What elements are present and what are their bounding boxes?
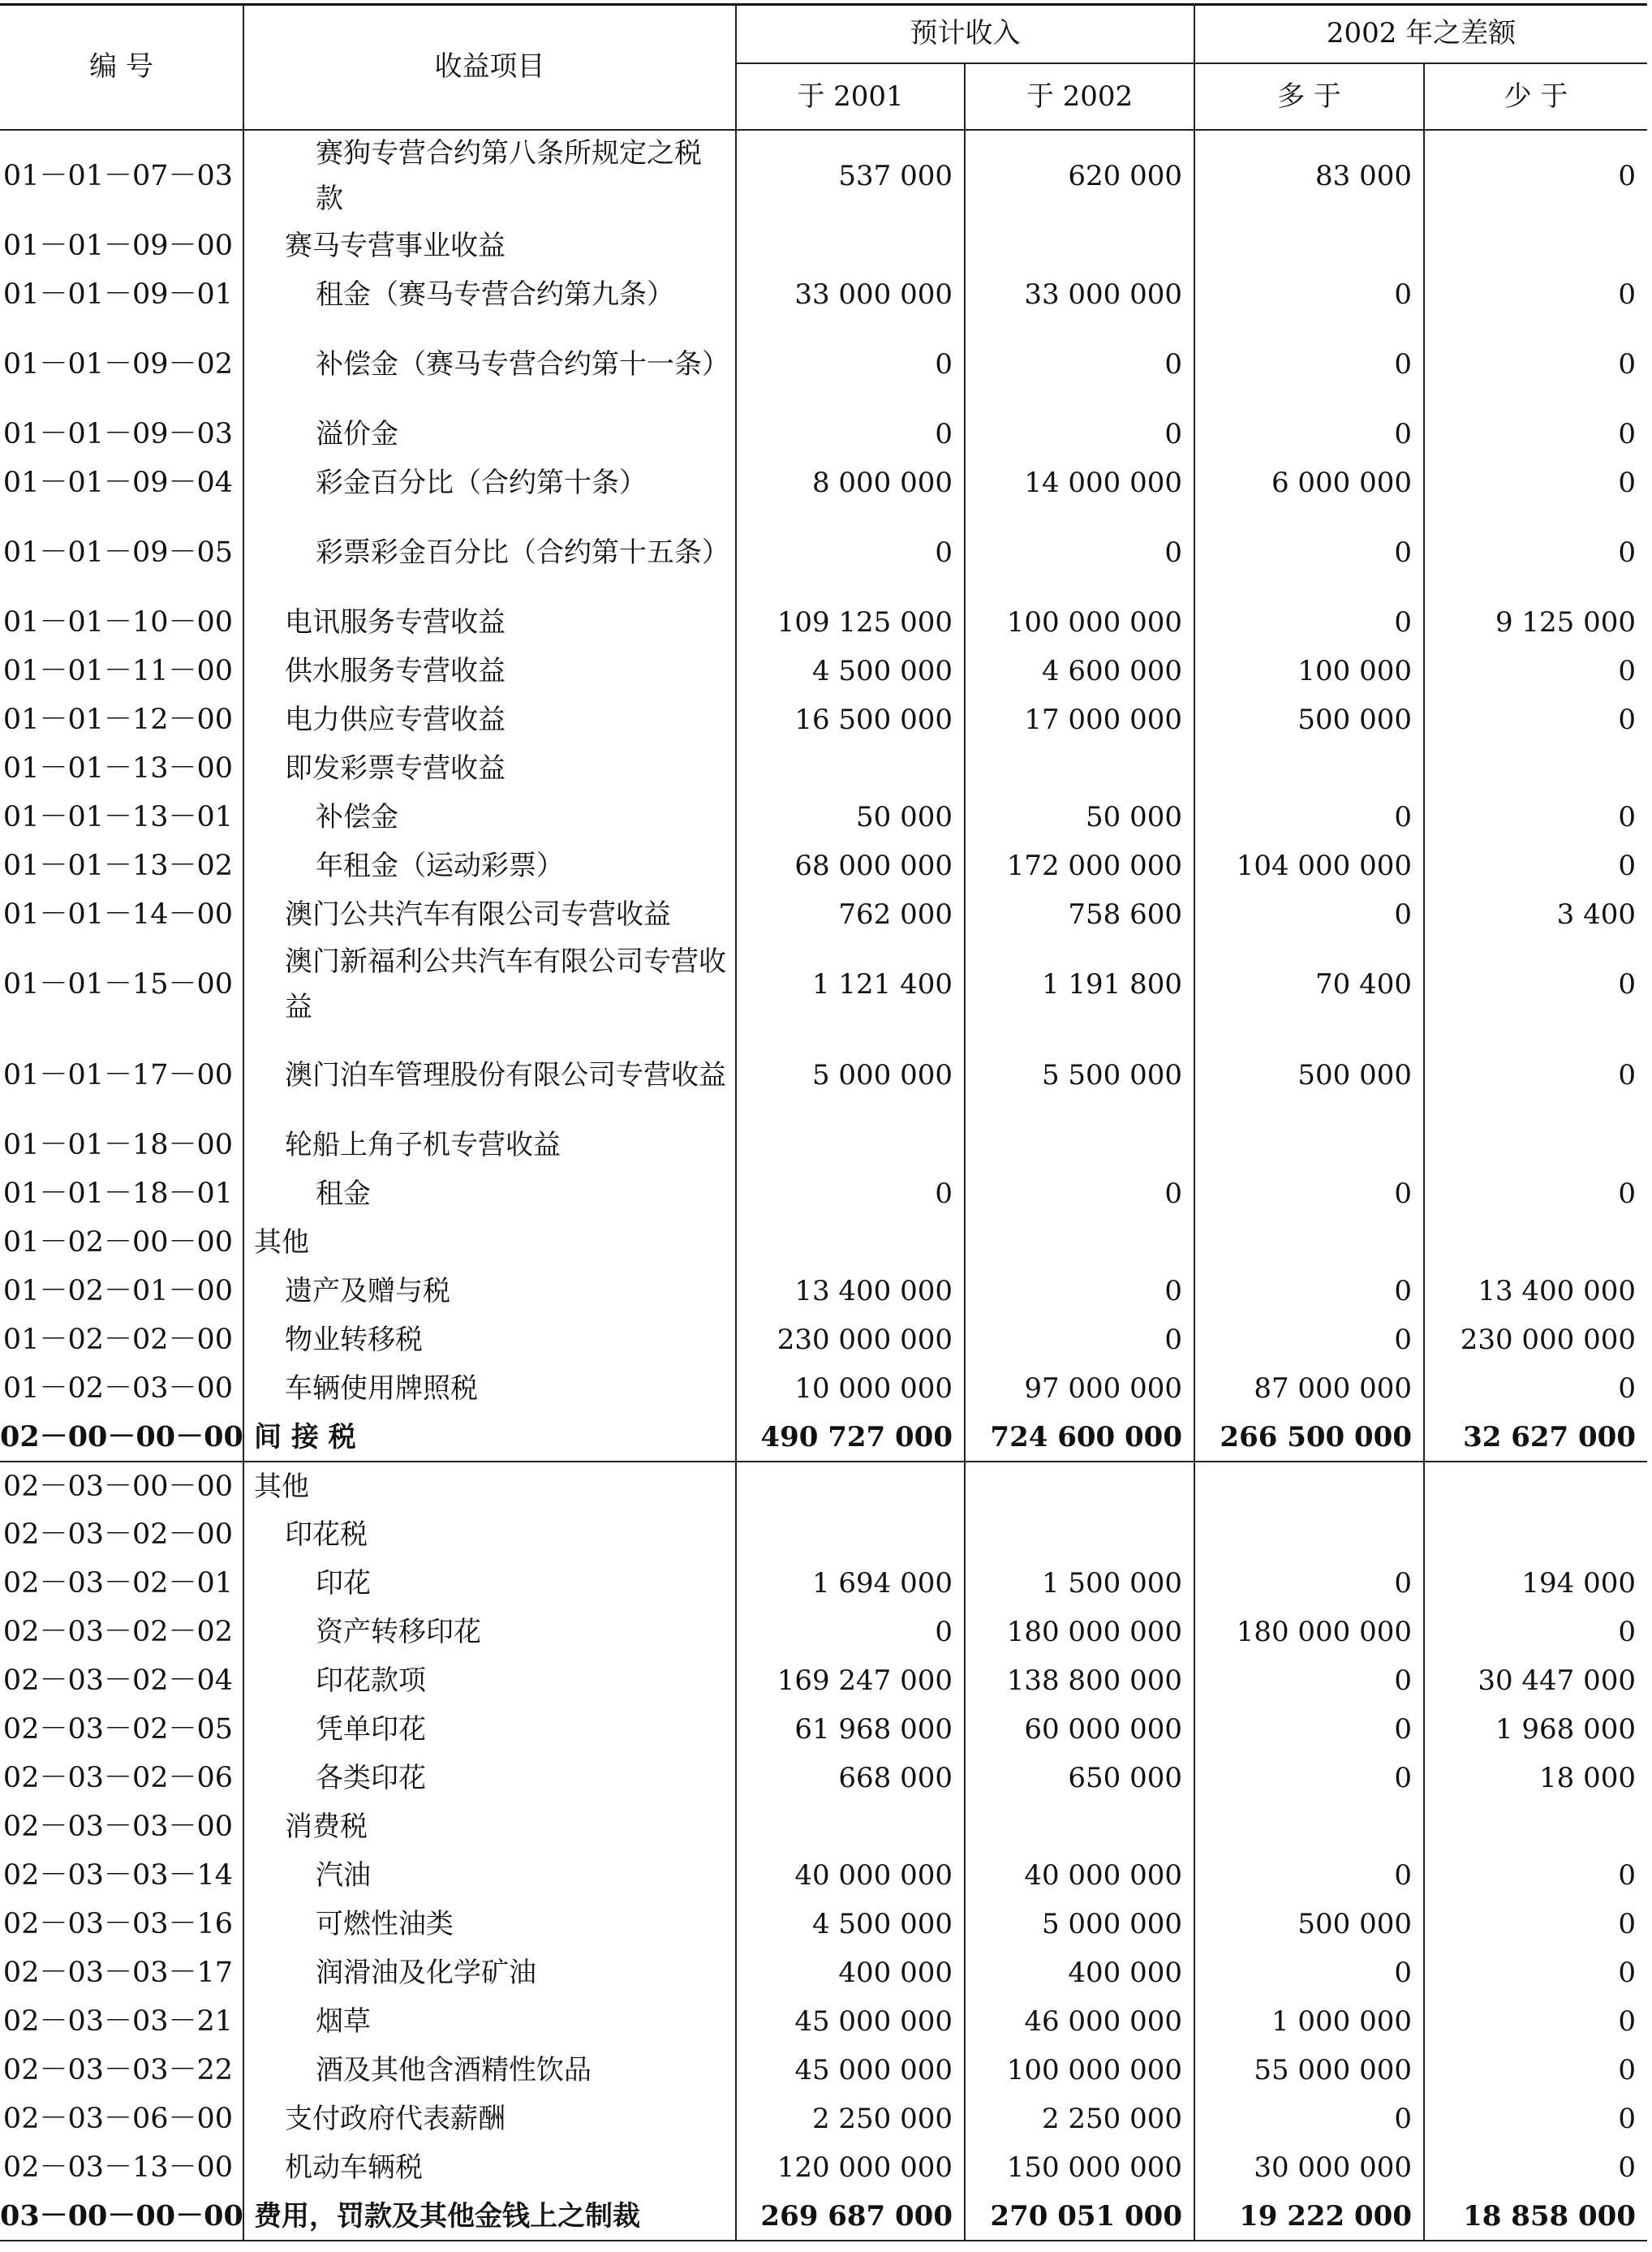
row-code: 02－03－13－00 bbox=[0, 2143, 243, 2192]
row-item: 其他 bbox=[243, 1218, 736, 1267]
row-more-value: 19 222 000 bbox=[1194, 2192, 1424, 2241]
table-body bbox=[0, 130, 1647, 2241]
table-row bbox=[0, 1656, 1647, 1705]
row-less-value: 0 bbox=[1618, 278, 1636, 311]
row-more-value: 70 400 bbox=[1194, 939, 1424, 1030]
row-code: 02－03－00－00 bbox=[0, 1462, 243, 1510]
table-row bbox=[0, 1559, 1647, 1608]
row-code: 01－01－14－00 bbox=[0, 890, 243, 939]
row-code: 02－03－03－22 bbox=[0, 2046, 243, 2095]
row-less-value: 0 bbox=[1618, 850, 1636, 882]
row-item: 物业转移税 bbox=[243, 1315, 736, 1364]
row-item: 汽油 bbox=[243, 1851, 736, 1900]
row-more-value: 0 bbox=[1194, 1315, 1424, 1364]
row-more-value: 0 bbox=[1194, 319, 1424, 410]
row-more-value: 1 000 000 bbox=[1194, 1997, 1424, 2046]
row-more-value bbox=[1194, 1510, 1424, 1559]
row-code: 01－01－09－04 bbox=[0, 459, 243, 507]
row-less-value bbox=[1424, 222, 1647, 270]
row-code: 02－03－02－05 bbox=[0, 1705, 243, 1754]
table-row bbox=[0, 319, 1647, 410]
row-less-value: 13 400 000 bbox=[1478, 1275, 1636, 1307]
row-code: 02－03－03－16 bbox=[0, 1900, 243, 1948]
row-more-value: 0 bbox=[1194, 1267, 1424, 1315]
row-y2002-value: 0 bbox=[965, 410, 1194, 459]
row-less-value bbox=[1424, 744, 1647, 793]
row-y2002-value: 2 250 000 bbox=[965, 2095, 1194, 2143]
table-row bbox=[0, 1267, 1647, 1315]
row-y2001-value: 490 727 000 bbox=[736, 1413, 965, 1462]
row-y2001-value: 4 500 000 bbox=[736, 647, 965, 695]
row-code: 02－03－02－02 bbox=[0, 1608, 243, 1656]
row-more-value: 0 bbox=[1194, 507, 1424, 598]
row-more-value bbox=[1194, 1462, 1424, 1510]
header-y2001: 于 2001 bbox=[736, 63, 965, 130]
row-y2002-value: 0 bbox=[965, 319, 1194, 410]
row-more-value: 0 bbox=[1194, 1656, 1424, 1705]
row-y2002-value bbox=[965, 1510, 1194, 1559]
row-y2002-value: 172 000 000 bbox=[965, 842, 1194, 890]
row-less-value: 0 bbox=[1618, 2005, 1636, 2038]
header-code: 编 号 bbox=[0, 3, 243, 130]
row-y2001-value: 61 968 000 bbox=[736, 1705, 965, 1754]
row-more-value bbox=[1194, 222, 1424, 270]
row-y2001-value: 16 500 000 bbox=[736, 695, 965, 744]
row-y2002-value bbox=[965, 222, 1194, 270]
row-code: 01－01－09－01 bbox=[0, 270, 243, 319]
table-row bbox=[0, 939, 1647, 1030]
table-row bbox=[0, 2192, 1647, 2241]
row-less-value: 230 000 000 bbox=[1460, 1324, 1636, 1356]
row-item: 电力供应专营收益 bbox=[243, 695, 736, 744]
row-less-value: 0 bbox=[1618, 2151, 1636, 2184]
row-y2001-value: 668 000 bbox=[736, 1754, 965, 1802]
row-y2002-value: 650 000 bbox=[965, 1754, 1194, 1802]
row-y2002-value: 1 500 000 bbox=[965, 1559, 1194, 1608]
row-item: 消费税 bbox=[243, 1802, 736, 1851]
header-y2002: 于 2002 bbox=[965, 63, 1194, 130]
row-code: 01－02－01－00 bbox=[0, 1267, 243, 1315]
table-row bbox=[0, 1608, 1647, 1656]
row-y2002-value: 0 bbox=[965, 1267, 1194, 1315]
row-more-value: 0 bbox=[1194, 410, 1424, 459]
row-less-value: 0 bbox=[1618, 467, 1636, 499]
row-y2002-value: 17 000 000 bbox=[965, 695, 1194, 744]
row-y2001-value: 13 400 000 bbox=[736, 1267, 965, 1315]
row-code: 01－01－10－00 bbox=[0, 598, 243, 647]
row-y2001-value: 5 000 000 bbox=[736, 1030, 965, 1121]
row-y2001-value: 45 000 000 bbox=[736, 1997, 965, 2046]
row-y2001-value: 2 250 000 bbox=[736, 2095, 965, 2143]
row-code: 01－02－02－00 bbox=[0, 1315, 243, 1364]
table-row bbox=[0, 1413, 1647, 1462]
row-item: 澳门公共汽车有限公司专营收益 bbox=[243, 890, 736, 939]
row-item: 电讯服务专营收益 bbox=[243, 598, 736, 647]
row-y2001-value bbox=[736, 744, 965, 793]
row-item: 车辆使用牌照税 bbox=[243, 1364, 736, 1413]
row-less-value: 9 125 000 bbox=[1495, 606, 1636, 639]
row-less-value: 0 bbox=[1618, 348, 1636, 381]
table-row bbox=[0, 222, 1647, 270]
row-code: 02－03－02－04 bbox=[0, 1656, 243, 1705]
row-item: 烟草 bbox=[243, 1997, 736, 2046]
row-code: 01－01－11－00 bbox=[0, 647, 243, 695]
row-less-value bbox=[1424, 1121, 1647, 1169]
row-more-value bbox=[1194, 1218, 1424, 1267]
header-item: 收益项目 bbox=[243, 3, 736, 130]
row-y2002-value: 40 000 000 bbox=[965, 1851, 1194, 1900]
row-y2002-value: 400 000 bbox=[965, 1948, 1194, 1997]
row-y2002-value: 724 600 000 bbox=[965, 1413, 1194, 1462]
row-item: 供水服务专营收益 bbox=[243, 647, 736, 695]
row-y2002-value: 5 500 000 bbox=[965, 1030, 1194, 1121]
row-more-value: 0 bbox=[1194, 1705, 1424, 1754]
row-y2002-value: 138 800 000 bbox=[965, 1656, 1194, 1705]
table-row bbox=[0, 2046, 1647, 2095]
row-code: 02－03－06－00 bbox=[0, 2095, 243, 2143]
row-item: 其他 bbox=[243, 1462, 736, 1510]
row-more-value: 0 bbox=[1194, 1559, 1424, 1608]
row-more-value: 100 000 bbox=[1194, 647, 1424, 695]
row-more-value: 0 bbox=[1194, 270, 1424, 319]
row-less-value: 0 bbox=[1618, 655, 1636, 687]
row-code: 02－03－02－06 bbox=[0, 1754, 243, 1802]
row-less-value: 0 bbox=[1618, 2103, 1636, 2135]
row-more-value: 500 000 bbox=[1194, 695, 1424, 744]
row-item: 澳门泊车管理股份有限公司专营收益 bbox=[243, 1030, 736, 1121]
table-row bbox=[0, 1218, 1647, 1267]
row-code: 01－02－00－00 bbox=[0, 1218, 243, 1267]
row-more-value: 0 bbox=[1194, 1754, 1424, 1802]
table-row bbox=[0, 507, 1647, 598]
row-code: 01－01－12－00 bbox=[0, 695, 243, 744]
row-more-value: 180 000 000 bbox=[1194, 1608, 1424, 1656]
row-code: 02－03－02－01 bbox=[0, 1559, 243, 1608]
row-more-value: 0 bbox=[1194, 793, 1424, 842]
row-more-value: 266 500 000 bbox=[1194, 1413, 1424, 1462]
row-less-value bbox=[1424, 1510, 1647, 1559]
row-more-value: 87 000 000 bbox=[1194, 1364, 1424, 1413]
row-item: 赛狗专营合约第八条所规定之税款 bbox=[243, 130, 736, 222]
row-y2001-value bbox=[736, 1462, 965, 1510]
row-more-value bbox=[1194, 1802, 1424, 1851]
row-item: 凭单印花 bbox=[243, 1705, 736, 1754]
row-y2001-value: 169 247 000 bbox=[736, 1656, 965, 1705]
row-y2002-value bbox=[965, 1802, 1194, 1851]
row-y2002-value: 97 000 000 bbox=[965, 1364, 1194, 1413]
row-y2001-value: 400 000 bbox=[736, 1948, 965, 1997]
row-code: 01－01－09－03 bbox=[0, 410, 243, 459]
row-more-value: 83 000 bbox=[1194, 130, 1424, 222]
row-y2001-value: 0 bbox=[736, 410, 965, 459]
row-code: 02－03－03－14 bbox=[0, 1851, 243, 1900]
header-less: 少 于 bbox=[1424, 63, 1647, 130]
row-item: 各类印花 bbox=[243, 1754, 736, 1802]
table-row bbox=[0, 842, 1647, 890]
row-less-value bbox=[1424, 1802, 1647, 1851]
row-less-value: 0 bbox=[1618, 536, 1636, 569]
row-code: 01－01－09－02 bbox=[0, 319, 243, 410]
row-item: 机动车辆税 bbox=[243, 2143, 736, 2192]
row-y2002-value: 5 000 000 bbox=[965, 1900, 1194, 1948]
table-row bbox=[0, 647, 1647, 695]
row-item: 补偿金（赛马专营合约第十一条） bbox=[243, 319, 736, 410]
row-item: 资产转移印花 bbox=[243, 1608, 736, 1656]
row-y2001-value bbox=[736, 1121, 965, 1169]
row-y2001-value: 68 000 000 bbox=[736, 842, 965, 890]
row-y2001-value: 40 000 000 bbox=[736, 1851, 965, 1900]
row-item: 轮船上角子机专营收益 bbox=[243, 1121, 736, 1169]
table-row bbox=[0, 1754, 1647, 1802]
table-row bbox=[0, 2143, 1647, 2192]
row-y2001-value: 120 000 000 bbox=[736, 2143, 965, 2192]
row-y2001-value: 4 500 000 bbox=[736, 1900, 965, 1948]
row-item: 年租金（运动彩票） bbox=[243, 842, 736, 890]
row-code: 01－01－09－05 bbox=[0, 507, 243, 598]
row-y2002-value: 270 051 000 bbox=[965, 2192, 1194, 2241]
row-y2001-value: 45 000 000 bbox=[736, 2046, 965, 2095]
row-y2001-value: 8 000 000 bbox=[736, 459, 965, 507]
revenue-table bbox=[0, 3, 1647, 2241]
row-y2001-value: 0 bbox=[736, 319, 965, 410]
row-y2002-value: 150 000 000 bbox=[965, 2143, 1194, 2192]
row-y2001-value: 109 125 000 bbox=[736, 598, 965, 647]
row-more-value: 0 bbox=[1194, 890, 1424, 939]
row-less-value: 32 627 000 bbox=[1424, 1413, 1647, 1462]
table-row bbox=[0, 1030, 1647, 1121]
row-y2001-value: 537 000 bbox=[736, 130, 965, 222]
row-y2001-value bbox=[736, 1218, 965, 1267]
row-item: 赛马专营事业收益 bbox=[243, 222, 736, 270]
row-y2002-value bbox=[965, 1462, 1194, 1510]
row-y2002-value: 758 600 bbox=[965, 890, 1194, 939]
row-item: 支付政府代表薪酬 bbox=[243, 2095, 736, 2143]
row-item: 印花款项 bbox=[243, 1656, 736, 1705]
row-y2001-value: 0 bbox=[736, 1608, 965, 1656]
row-more-value: 0 bbox=[1194, 1169, 1424, 1218]
table-row bbox=[0, 1462, 1647, 1510]
row-y2001-value: 230 000 000 bbox=[736, 1315, 965, 1364]
row-less-value: 0 bbox=[1618, 160, 1636, 192]
row-y2002-value: 60 000 000 bbox=[965, 1705, 1194, 1754]
row-y2002-value: 180 000 000 bbox=[965, 1608, 1194, 1656]
row-item: 彩金百分比（合约第十条） bbox=[243, 459, 736, 507]
row-y2002-value: 100 000 000 bbox=[965, 598, 1194, 647]
row-more-value: 500 000 bbox=[1194, 1030, 1424, 1121]
row-y2002-value: 620 000 bbox=[965, 130, 1194, 222]
row-less-value bbox=[1424, 1218, 1647, 1267]
row-y2002-value: 1 191 800 bbox=[965, 939, 1194, 1030]
header-more: 多 于 bbox=[1194, 63, 1424, 130]
row-item: 彩票彩金百分比（合约第十五条） bbox=[243, 507, 736, 598]
row-less-value: 0 bbox=[1618, 1059, 1636, 1092]
row-code: 02－00－00－00 bbox=[0, 1413, 243, 1462]
row-less-value: 0 bbox=[1618, 968, 1636, 1001]
row-code: 01－01－09－00 bbox=[0, 222, 243, 270]
table-row bbox=[0, 270, 1647, 319]
row-item: 可燃性油类 bbox=[243, 1900, 736, 1948]
row-more-value: 0 bbox=[1194, 1851, 1424, 1900]
row-more-value: 55 000 000 bbox=[1194, 2046, 1424, 2095]
row-y2001-value: 33 000 000 bbox=[736, 270, 965, 319]
row-y2001-value: 269 687 000 bbox=[736, 2192, 965, 2241]
row-less-value: 0 bbox=[1618, 1957, 1636, 1989]
row-less-value: 0 bbox=[1618, 2054, 1636, 2086]
row-less-value: 194 000 bbox=[1521, 1567, 1636, 1600]
table-row bbox=[0, 1900, 1647, 1948]
row-item: 即发彩票专营收益 bbox=[243, 744, 736, 793]
row-y2002-value: 14 000 000 bbox=[965, 459, 1194, 507]
row-y2002-value: 0 bbox=[965, 507, 1194, 598]
row-y2002-value: 100 000 000 bbox=[965, 2046, 1194, 2095]
row-item: 酒及其他含酒精性饮品 bbox=[243, 2046, 736, 2095]
row-y2002-value bbox=[965, 1121, 1194, 1169]
row-y2001-value: 10 000 000 bbox=[736, 1364, 965, 1413]
row-less-value: 0 bbox=[1618, 418, 1636, 450]
row-item: 补偿金 bbox=[243, 793, 736, 842]
row-item: 间 接 税 bbox=[243, 1413, 736, 1462]
table-row bbox=[0, 1705, 1647, 1754]
row-code: 02－03－03－17 bbox=[0, 1948, 243, 1997]
row-less-value: 18 000 bbox=[1539, 1762, 1636, 1794]
header-diff: 2002 年之差额 bbox=[1194, 3, 1647, 63]
table-row bbox=[0, 744, 1647, 793]
row-code: 01－02－03－00 bbox=[0, 1364, 243, 1413]
row-item: 溢价金 bbox=[243, 410, 736, 459]
table-row bbox=[0, 1315, 1647, 1364]
row-code: 01－01－15－00 bbox=[0, 939, 243, 1030]
row-y2002-value bbox=[965, 1218, 1194, 1267]
table-row bbox=[0, 890, 1647, 939]
row-more-value: 6 000 000 bbox=[1194, 459, 1424, 507]
row-y2001-value bbox=[736, 222, 965, 270]
row-code: 02－03－02－00 bbox=[0, 1510, 243, 1559]
row-less-value: 0 bbox=[1618, 1908, 1636, 1940]
row-item: 印花税 bbox=[243, 1510, 736, 1559]
row-y2001-value: 1 121 400 bbox=[736, 939, 965, 1030]
row-more-value bbox=[1194, 1121, 1424, 1169]
table-row bbox=[0, 1802, 1647, 1851]
row-y2002-value: 4 600 000 bbox=[965, 647, 1194, 695]
row-code: 02－03－03－21 bbox=[0, 1997, 243, 2046]
row-y2002-value: 0 bbox=[965, 1169, 1194, 1218]
row-less-value: 30 447 000 bbox=[1478, 1664, 1636, 1697]
row-y2001-value: 762 000 bbox=[736, 890, 965, 939]
header-forecast: 预计收入 bbox=[736, 3, 1194, 63]
row-code: 01－01－18－01 bbox=[0, 1169, 243, 1218]
row-code: 01－01－07－03 bbox=[0, 130, 243, 222]
row-y2002-value: 33 000 000 bbox=[965, 270, 1194, 319]
row-code: 02－03－03－00 bbox=[0, 1802, 243, 1851]
row-less-value: 0 bbox=[1618, 801, 1636, 833]
row-less-value: 1 968 000 bbox=[1495, 1713, 1636, 1746]
row-less-value: 0 bbox=[1618, 1372, 1636, 1405]
row-code: 01－01－13－00 bbox=[0, 744, 243, 793]
table-row bbox=[0, 793, 1647, 842]
row-y2001-value: 1 694 000 bbox=[736, 1559, 965, 1608]
row-item: 润滑油及化学矿油 bbox=[243, 1948, 736, 1997]
row-y2002-value: 46 000 000 bbox=[965, 1997, 1194, 2046]
row-less-value: 18 858 000 bbox=[1424, 2192, 1647, 2241]
row-item: 澳门新福利公共汽车有限公司专营收益 bbox=[243, 939, 736, 1030]
row-less-value bbox=[1424, 1462, 1647, 1510]
row-code: 01－01－13－01 bbox=[0, 793, 243, 842]
row-more-value: 30 000 000 bbox=[1194, 2143, 1424, 2192]
row-y2001-value: 0 bbox=[736, 507, 965, 598]
row-code: 01－01－17－00 bbox=[0, 1030, 243, 1121]
row-less-value: 0 bbox=[1618, 1859, 1636, 1892]
row-more-value: 0 bbox=[1194, 1948, 1424, 1997]
row-y2002-value bbox=[965, 744, 1194, 793]
row-code: 01－01－13－02 bbox=[0, 842, 243, 890]
row-item: 遗产及赠与税 bbox=[243, 1267, 736, 1315]
table-row bbox=[0, 1851, 1647, 1900]
row-less-value: 3 400 bbox=[1556, 898, 1636, 931]
row-y2002-value: 50 000 bbox=[965, 793, 1194, 842]
row-more-value bbox=[1194, 744, 1424, 793]
table-row bbox=[0, 1948, 1647, 1997]
row-y2001-value: 0 bbox=[736, 1169, 965, 1218]
row-y2001-value bbox=[736, 1510, 965, 1559]
row-more-value: 0 bbox=[1194, 2095, 1424, 2143]
row-less-value: 0 bbox=[1618, 1178, 1636, 1210]
row-y2001-value bbox=[736, 1802, 965, 1851]
table-row bbox=[0, 130, 1647, 222]
row-code: 01－01－18－00 bbox=[0, 1121, 243, 1169]
table-row bbox=[0, 410, 1647, 459]
table-row bbox=[0, 1510, 1647, 1559]
row-less-value: 0 bbox=[1618, 704, 1636, 736]
row-item: 印花 bbox=[243, 1559, 736, 1608]
row-item: 租金（赛马专营合约第九条） bbox=[243, 270, 736, 319]
row-item: 租金 bbox=[243, 1169, 736, 1218]
row-item: 费用，罚款及其他金钱上之制裁 bbox=[243, 2192, 736, 2241]
table-row bbox=[0, 695, 1647, 744]
row-more-value: 0 bbox=[1194, 598, 1424, 647]
row-less-value: 0 bbox=[1618, 1616, 1636, 1648]
row-code: 03－00－00－00 bbox=[0, 2192, 243, 2241]
table-row bbox=[0, 1169, 1647, 1218]
table-row bbox=[0, 2095, 1647, 2143]
table-row bbox=[0, 598, 1647, 647]
row-y2002-value: 0 bbox=[965, 1315, 1194, 1364]
row-y2001-value: 50 000 bbox=[736, 793, 965, 842]
row-more-value: 500 000 bbox=[1194, 1900, 1424, 1948]
table-row bbox=[0, 1364, 1647, 1413]
table-row bbox=[0, 459, 1647, 507]
row-more-value: 104 000 000 bbox=[1194, 842, 1424, 890]
table-row bbox=[0, 1997, 1647, 2046]
table-row bbox=[0, 1121, 1647, 1169]
